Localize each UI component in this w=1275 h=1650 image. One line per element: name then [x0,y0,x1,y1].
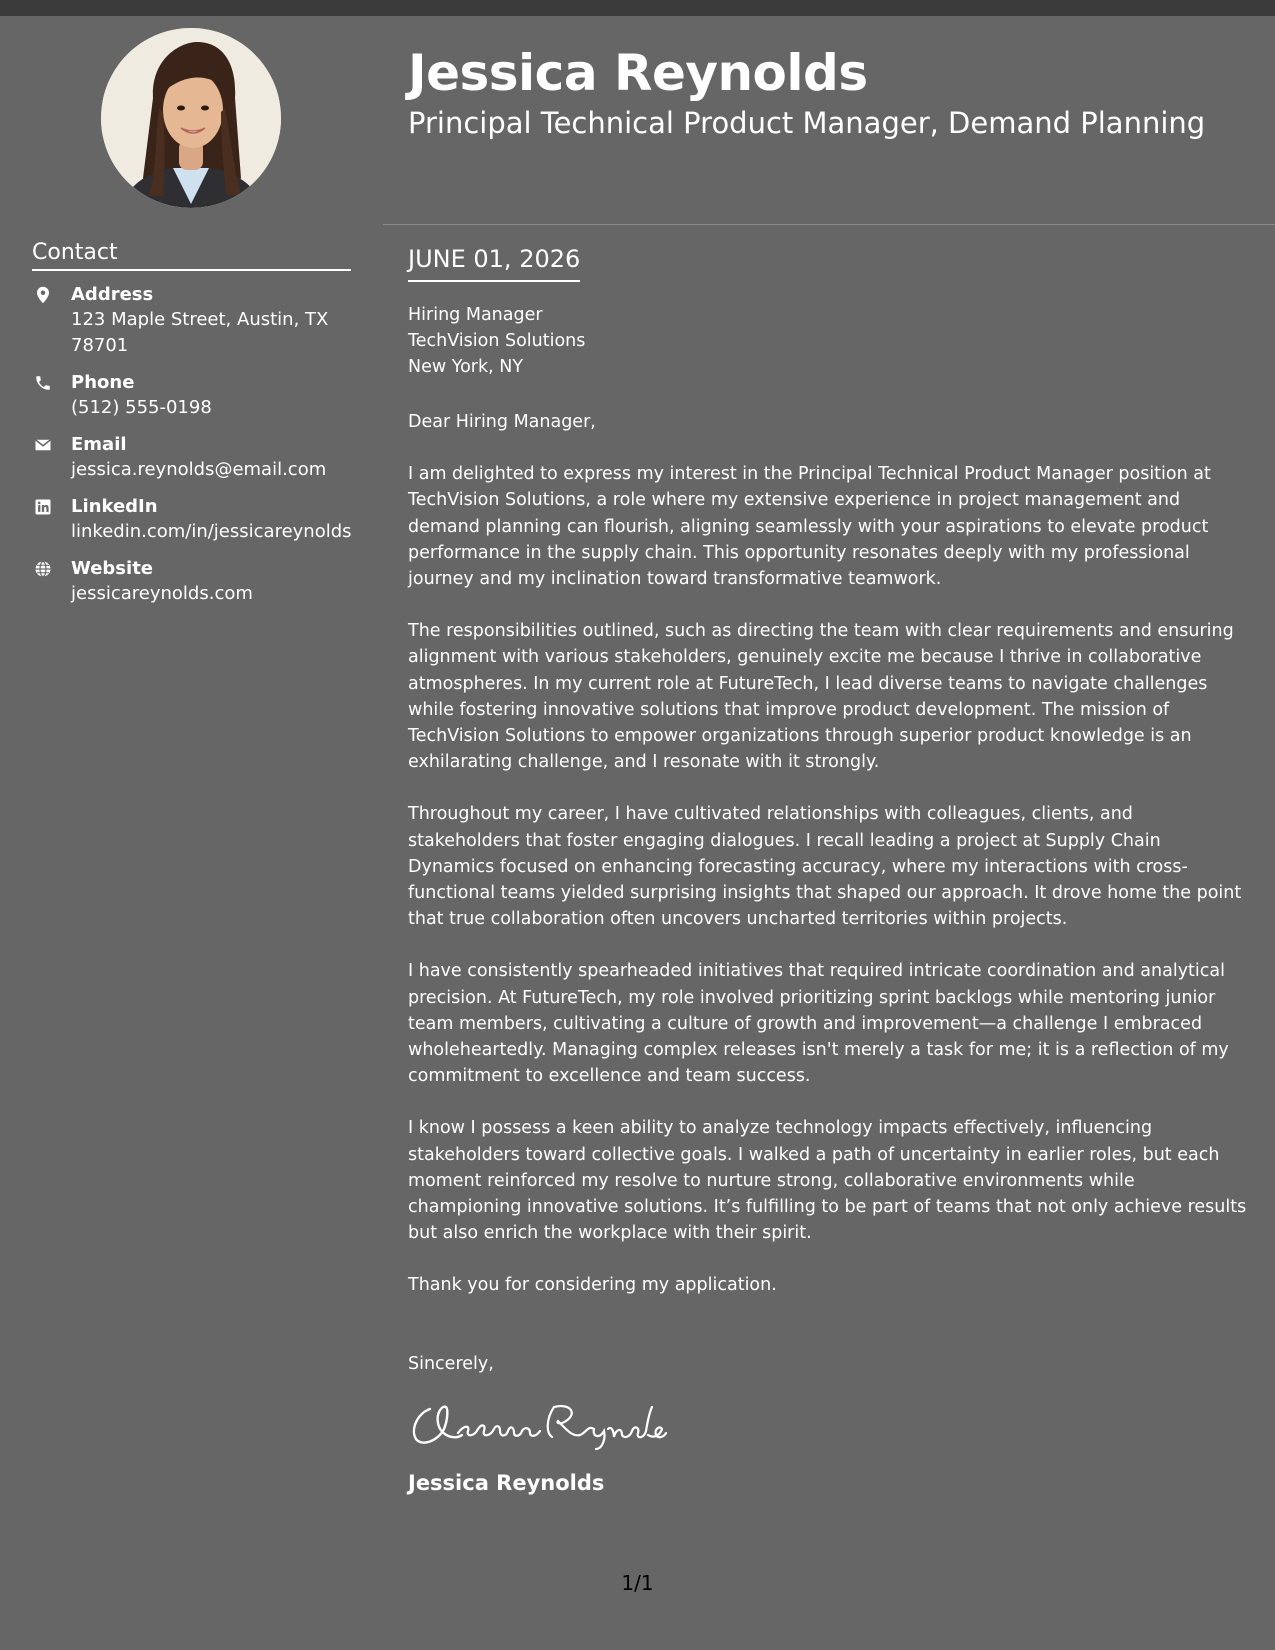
paragraph: I am delighted to express my interest in the Principal Technical Product Manager position at TechVision Solutions, a role where my extensive experience in project management and demand planning can flourish, aligning seamlessly with your aspirations to elevate product performance in the supply chain. This opportunity resonates deeply with my professional journey and my inclination toward transformative teamwork. [408,464,1211,590]
phone-icon [34,374,52,392]
contact-list [32,283,352,619]
address-value: 123 Maple Street, Austin, TX 78701 [71,309,329,356]
signer-name: Jessica Reynolds [408,1470,605,1495]
page-number: 1/1 [621,1571,654,1595]
linkedin-icon [34,498,52,516]
recipient-block [408,302,1248,380]
paragraph: Thank you for considering my application. [408,1275,777,1296]
contact-label: LinkedIn [71,496,158,517]
greeting: Dear Hiring Manager, [408,412,596,432]
map-pin-icon [34,286,52,304]
email-value: jessica.reynolds@email.com [71,459,327,480]
contact-linkedin [32,495,352,545]
contact-phone [32,371,352,421]
linkedin-value[interactable]: linkedin.com/in/jessicareynolds [71,521,352,542]
envelope-icon [34,436,52,454]
avatar [101,28,281,208]
contact-website [32,557,352,607]
contact-label: Address [71,284,154,305]
applicant-name: Jessica Reynolds [408,44,868,102]
contact-email [32,433,352,483]
contact-heading: Contact [32,240,351,271]
letter-date: JUNE 01, 2026 [408,244,580,282]
paragraph: I know I possess a keen ability to analyze technology impacts effectively, influencing stakeholders toward collective goals. I walked a path of uncertainty in earlier roles, but each moment reinforced my resolve to nurture strong, collaborative environments while championing innovative solutions. It’s fulfilling to be part of teams that not only achieve results but also enrich the workplace with their spirit. [408,1118,1247,1244]
contact-label: Website [71,558,154,579]
website-value[interactable]: jessicareynolds.com [71,583,253,604]
recipient-line: New York, NY [408,357,524,377]
recipient-line: Hiring Manager [408,305,543,325]
phone-value: (512) 555-0198 [71,397,212,418]
globe-icon [34,560,52,578]
contact-label: Phone [71,372,135,393]
contact-label: Email [71,434,127,455]
handwritten-signature [408,1399,668,1451]
paragraph: Throughout my career, I have cultivated relationships with colleagues, clients, and stakeholders that foster engaging dialogues. I recall leading a project at Supply Chain Dynamics focused on enhancing forecasting accuracy, where my interactions with cross-functional teams yielded surprising insights that shaped our approach. It drove home the point that true collaboration often uncovers uncharted territories within projects. [408,804,1242,930]
letter-body [408,302,1248,1497]
top-bar [0,0,1275,16]
contact-address [32,283,352,359]
paragraph: I have consistently spearheaded initiatives that required intricate coordination and analytical precision. At FutureTech, my role involved prioritizing sprint backlogs while mentoring junior team members, cultivating a culture of growth and improvement—a challenge I embraced wholeheartedly. Managing complex releases isn't merely a task for me; it is a reflection of my commitment to excellence and team success. [408,961,1229,1087]
closing: Sincerely, [408,1353,494,1374]
applicant-role: Principal Technical Product Manager, Demand Planning [408,106,1206,140]
recipient-line: TechVision Solutions [408,331,586,351]
paragraph: The responsibilities outlined, such as directing the team with clear requirements and ensuring alignment with various stakeholders, genuinely excite me because I thrive in collaborative atmospheres. In my current role at FutureTech, I lead diverse teams to navigate challenges while fostering innovative solutions that improve product development. The mission of TechVision Solutions to empower organizations through superior product knowledge is an exhilarating challenge, and I resonate with it strongly. [408,621,1234,773]
header-divider [383,224,1275,225]
